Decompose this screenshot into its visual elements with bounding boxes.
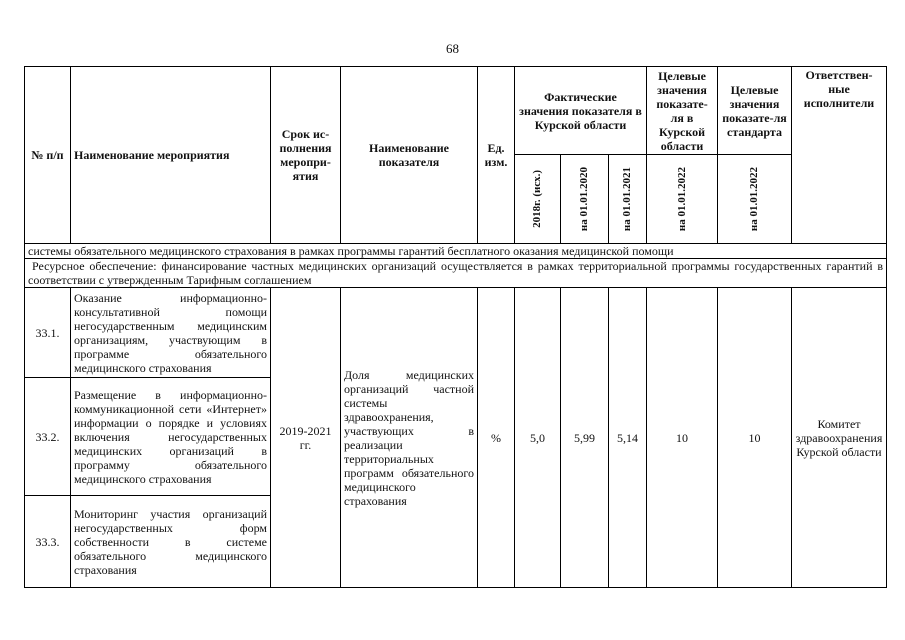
- header-target-standard: Целевые значения показате-ля стандарта: [718, 67, 792, 155]
- value-2021: 5,14: [609, 288, 647, 588]
- unit-cell: %: [478, 288, 515, 588]
- header-actual-values: Фактические значения показателя в Курской области: [515, 67, 647, 155]
- row-event-name: Размещение в информационно-коммуникационной сети «Интернет» информации о порядке и условиях включения негосударственных медицинских организаций в программу обязательного медицинского страхования: [71, 378, 271, 496]
- header-indicator-name: Наименование показателя: [341, 67, 478, 244]
- deadline-cell: 2019-2021 гг.: [271, 288, 341, 588]
- plan-table: [24, 66, 887, 588]
- subheader-2022-region: на 01.01.2022: [647, 155, 718, 244]
- header-unit: Ед. изм.: [478, 67, 515, 244]
- header-event-name: Наименование мероприятия: [71, 67, 271, 244]
- indicator-cell: Доля медицинских организаций частной системы здравоохранения, участвующих в реализации территориальных программ обязательного медицинского страхования: [341, 288, 478, 588]
- subheader-2020: на 01.01.2020: [561, 155, 609, 244]
- header-deadline: Срок ис-полнения меропри-ятия: [271, 67, 341, 244]
- target-region-value: 10: [647, 288, 718, 588]
- span-row-resources: Ресурсное обеспечение: финансирование частных медицинских организаций осуществляется в рамках территориальной программы государственных гарантий в соответствии с утвержденным Тарифным соглашением: [25, 259, 887, 288]
- responsible-cell: Комитет здравоохранения Курской области: [792, 288, 887, 588]
- span-row-system: системы обязательного медицинского страхования в рамках программы гарантий бесплатного оказания медицинской помощи: [25, 244, 887, 259]
- subheader-2018: 2018г. (исх.): [515, 155, 561, 244]
- row-num: 33.3.: [25, 496, 71, 588]
- subheader-2022-standard: на 01.01.2022: [718, 155, 792, 244]
- header-responsible: Ответствен-ные исполнители: [792, 67, 887, 244]
- row-event-name: Мониторинг участия организаций негосударственных форм собственности в системе обязательного медицинского страхования: [71, 496, 271, 588]
- row-event-name: Оказание информационно-консультативной помощи негосударственным медицинским организациям, участвующим в программе обязательного медицинского страхования: [71, 288, 271, 378]
- row-num: 33.1.: [25, 288, 71, 378]
- header-num: № п/п: [25, 67, 71, 244]
- value-2018: 5,0: [515, 288, 561, 588]
- page-number: 68: [446, 41, 459, 56]
- subheader-2021: на 01.01.2021: [609, 155, 647, 244]
- row-num: 33.2.: [25, 378, 71, 496]
- value-2020: 5,99: [561, 288, 609, 588]
- header-target-region: Целевые значения показате-ля в Курской области: [647, 67, 718, 155]
- target-standard-value: 10: [718, 288, 792, 588]
